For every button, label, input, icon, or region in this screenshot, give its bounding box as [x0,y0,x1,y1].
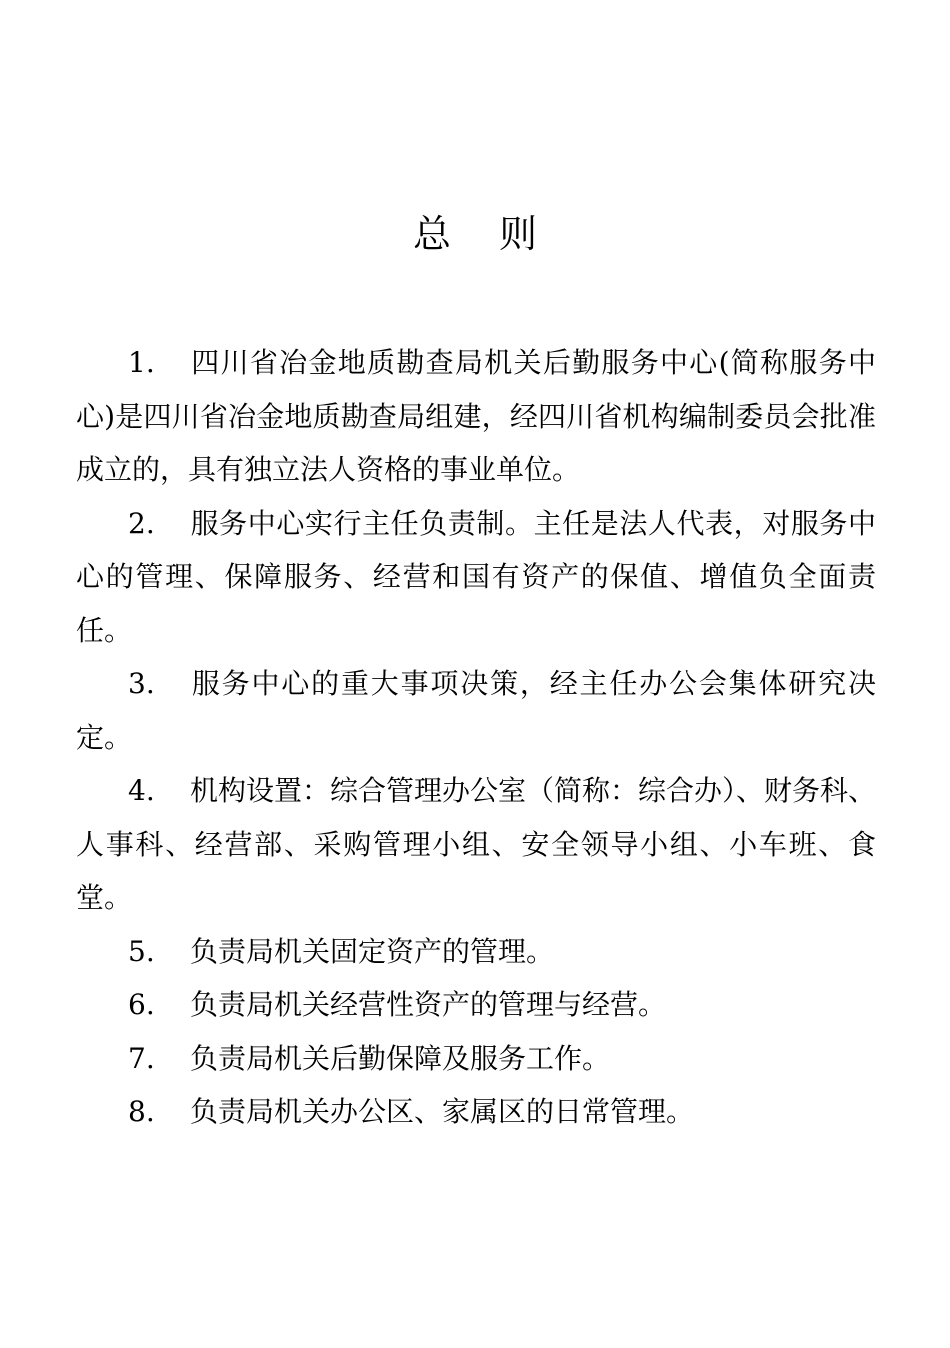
item-number: 6. [128,988,155,1021]
item-text: 服务中心实行主任负责制。主任是法人代表，对服务中心的管理、保障服务、经营和国有资产的保值、增值负全面责任。 [76,506,876,647]
paragraph-7 [76,1032,876,1086]
item-text: 负责局机关经营性资产的管理与经营。 [190,988,667,1021]
item-number: 5. [128,934,155,968]
item-text: 服务中心的重大事项决策，经主任办公会集体研究决定。 [76,667,876,754]
paragraph-6 [76,978,876,1032]
item-text: 负责局机关固定资产的管理。 [190,934,555,968]
paragraph-8 [76,1085,876,1139]
document-body [76,336,876,1139]
item-number: 1. [128,346,155,379]
item-text: 四川省冶金地质勘查局机关后勤服务中心(简称服务中心)是四川省冶金地质勘查局组建，经四川省机构编制委员会批准成立的，具有独立法人资格的事业单位。 [76,346,876,486]
paragraph-1 [76,336,876,497]
item-text: 负责局机关后勤保障及服务工作。 [190,1041,611,1075]
paragraph-2 [76,497,876,658]
item-number: 3. [128,667,155,700]
paragraph-4 [76,764,876,925]
item-number: 2. [128,506,155,540]
item-text: 负责局机关办公区、家属区的日常管理。 [190,1095,695,1128]
title-char-2: 则 [499,212,538,256]
paragraph-3 [76,657,876,764]
item-number: 8. [128,1095,155,1128]
paragraph-5 [76,925,876,979]
page-title [0,208,950,260]
title-char-1: 总 [412,212,451,256]
item-number: 7. [128,1041,155,1075]
item-text: 机构设置：综合管理办公室（简称：综合办）、财务科、人事科、经营部、采购管理小组、安全领导小组、小车班、食堂。 [76,774,877,914]
item-number: 4. [128,774,155,807]
